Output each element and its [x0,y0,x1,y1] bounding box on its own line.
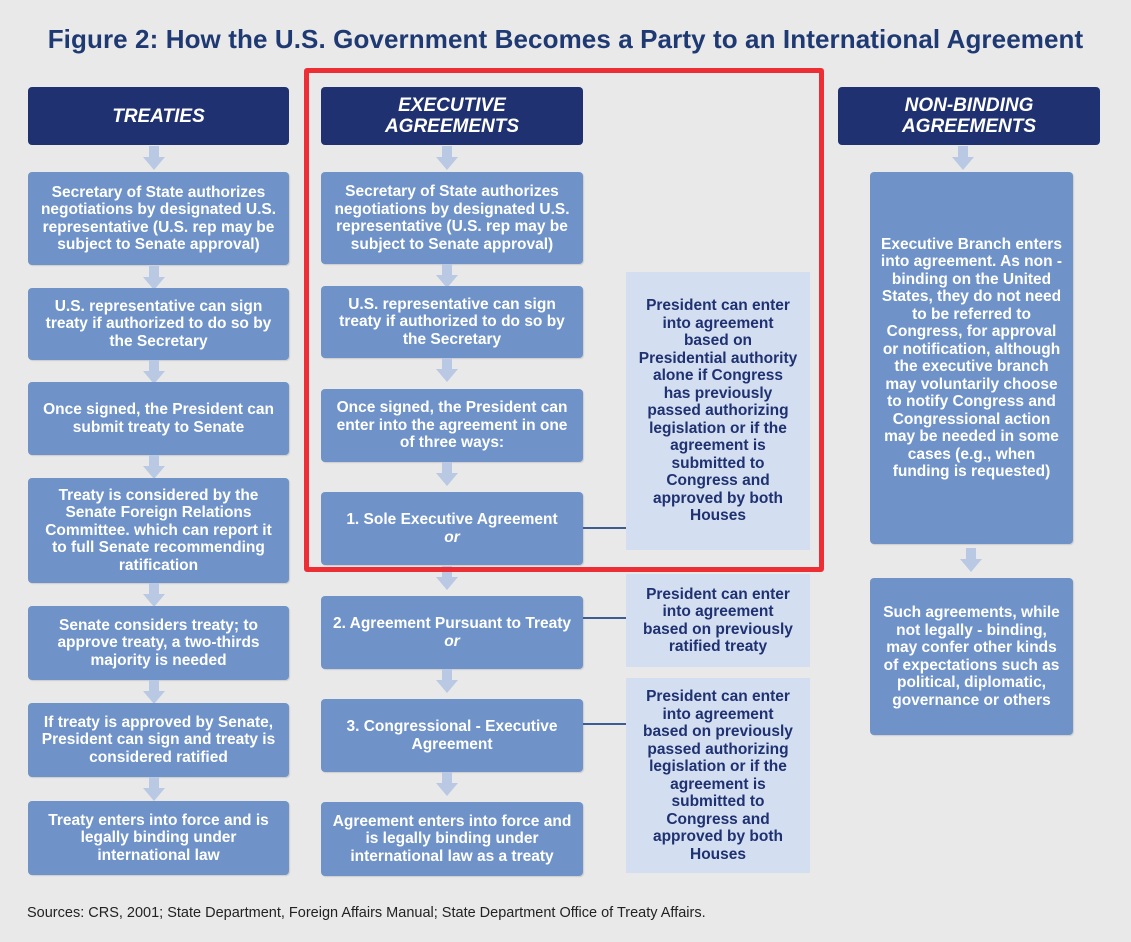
executive-header: EXECUTIVE AGREEMENTS [321,87,583,145]
note-congressional-executive: President can enter into agreement based on previously passed authorizing legislation or if the agreement is submitted to Congress and approved by both Houses [626,678,810,873]
down-arrow-icon [143,680,165,704]
treaty-step-3: Once signed, the President can submit treaty to Senate [28,382,289,455]
treaty-step-5: Senate considers treaty; to approve treaty, a two-thirds majority is needed [28,606,289,680]
down-arrow-icon [436,669,458,693]
option-label: 2. Agreement Pursuant to Treaty [332,615,572,632]
option-connector: or [444,528,460,546]
down-arrow-icon [143,455,165,479]
executive-step-3: Once signed, the President can enter into the agreement in one of three ways: [321,389,583,462]
treaty-step-6: If treaty is approved by Senate, President can sign and treaty is considered ratified [28,703,289,777]
treaty-step-1: Secretary of State authorizes negotiations by designated U.S. representative (U.S. rep may be subject to Senate approval) [28,172,289,265]
nonbinding-step-1: Executive Branch enters into agreement. As non - binding on the United States, they do not need to be referred to Congress, for approval or notification, although the executive branch may voluntarily choose to notify Congress and Congressional action may be needed in some cases (e.g., when funding is requested) [870,172,1073,544]
down-arrow-icon [143,146,165,170]
nonbinding-header: NON-BINDING AGREEMENTS [838,87,1100,145]
down-arrow-icon [143,583,165,607]
down-arrow-icon [143,360,165,384]
executive-step-1: Secretary of State authorizes negotiations by designated U.S. representative (U.S. rep may be subject to Senate approval) [321,172,583,264]
option-pursuant-to-treaty [321,596,583,669]
option-label: 1. Sole Executive Agreement [346,511,558,528]
option-connector: or [444,632,460,650]
executive-final-step: Agreement enters into force and is legally binding under international law as a treaty [321,802,583,876]
highlight-frame [304,68,824,572]
connector-line [583,617,626,619]
option-label: 3. Congressional - Executive Agreement [346,718,558,753]
source-note: Sources: CRS, 2001; State Department, Foreign Affairs Manual; State Department Office of Treaty Affairs. [27,905,706,921]
treaty-step-2: U.S. representative can sign treaty if authorized to do so by the Secretary [28,288,289,360]
option-congressional-executive [321,699,583,772]
down-arrow-icon [143,777,165,801]
nonbinding-step-2: Such agreements, while not legally - binding, may confer other kinds of expectations such as political, diplomatic, governance or others [870,578,1073,735]
down-arrow-icon [436,772,458,796]
treaty-step-4: Treaty is considered by the Senate Foreign Relations Committee. which can report it to full Senate recommending ratification [28,478,289,583]
note-pursuant-to-treaty: President can enter into agreement based on previously ratified treaty [626,574,810,667]
note-sole-executive: President can enter into agreement based on Presidential authority alone if Congress has previously passed authorizing legislation or if the agreement is submitted to Congress and approved by both Houses [626,272,810,550]
connector-line [583,723,626,725]
down-arrow-icon [143,266,165,290]
treaty-step-7: Treaty enters into force and is legally binding under international law [28,801,289,875]
down-arrow-icon [960,548,982,572]
down-arrow-icon [952,146,974,170]
figure-title: Figure 2: How the U.S. Government Becomes a Party to an International Agreement [47,24,1084,54]
treaties-header: TREATIES [28,87,289,145]
executive-step-2: U.S. representative can sign treaty if authorized to do so by the Secretary [321,286,583,358]
